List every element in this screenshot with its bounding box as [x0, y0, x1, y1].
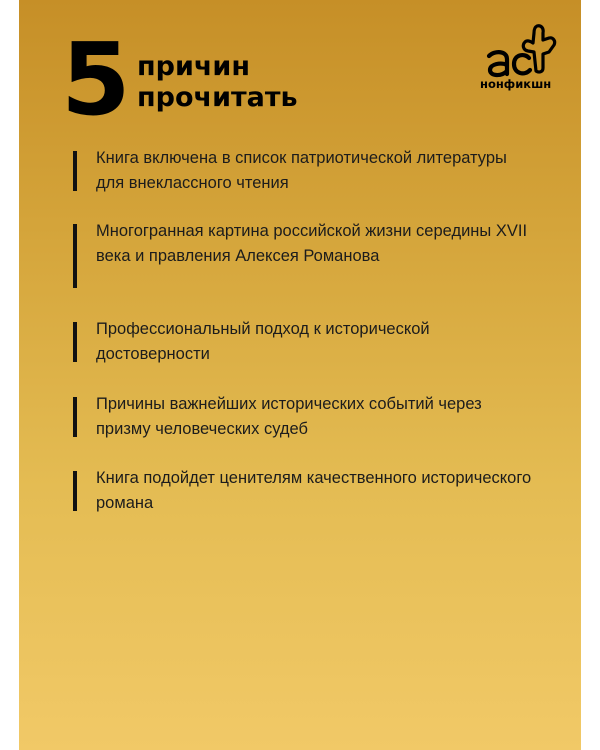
bullet-bar — [73, 397, 77, 437]
list-item — [73, 466, 553, 516]
list-item — [73, 146, 553, 196]
info-card — [19, 0, 581, 750]
publisher-logo — [479, 22, 559, 94]
list-item — [73, 392, 553, 442]
reasons-count: 5 — [61, 21, 129, 138]
bullet-bar — [73, 322, 77, 362]
reason-text: Профессиональный подход к исторической достоверности — [96, 320, 430, 363]
list-item — [73, 317, 553, 367]
reason-text: Причины важнейших исторических событий через призму человеческих судеб — [96, 395, 482, 438]
reason-text: Многогранная картина российской жизни середины XVII века и правления Алексея Романова — [96, 222, 528, 265]
cactus-logo-icon — [479, 22, 559, 82]
card-heading-line-2: прочитать — [137, 82, 298, 113]
card-heading-line-1: причин — [137, 51, 251, 82]
reason-text: Книга подойдет ценителям качественного исторического романа — [96, 469, 532, 512]
bullet-bar — [73, 151, 77, 191]
card-heading — [137, 51, 298, 113]
bullet-bar — [73, 224, 77, 288]
bullet-bar — [73, 471, 77, 511]
reason-text: Книга включена в список патриотической литературы для внеклассного чтения — [96, 149, 507, 192]
list-item — [73, 219, 553, 294]
logo-caption: нонфикшн — [480, 77, 552, 91]
